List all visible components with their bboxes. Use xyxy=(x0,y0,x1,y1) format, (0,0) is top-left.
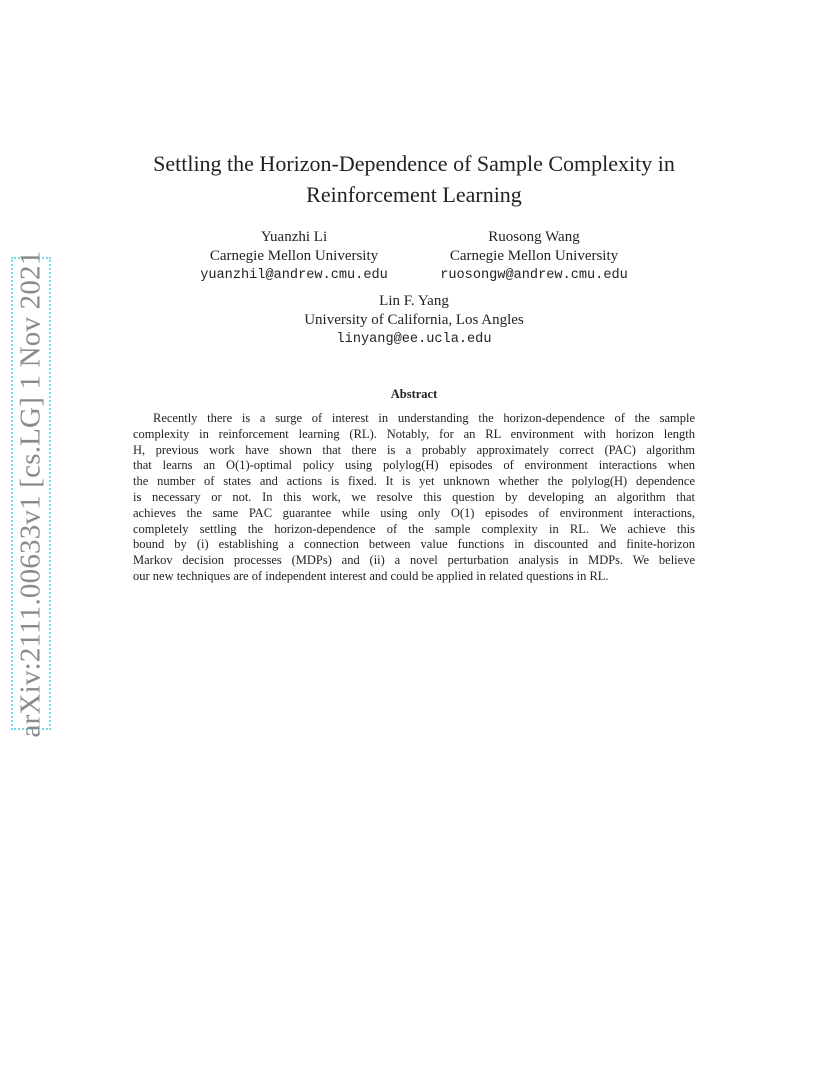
author-block xyxy=(418,228,650,285)
abstract-line: Markov decision processes (MDPs) and (ii) a novel perturbation analysis in MDPs. We believe xyxy=(133,553,695,568)
abstract-line: the number of states and actions is fixed. It is yet unknown whether the polylog(H) dependence xyxy=(133,474,695,489)
author-name: Lin F. Yang xyxy=(379,293,449,309)
abstract-line: H, previous work have shown that there is a probably approximately correct (PAC) algorithm xyxy=(133,442,695,457)
abstract-line: completely settling the horizon-dependence of the sample complexity in RL. We achieve this xyxy=(133,521,695,536)
abstract-line: that learns an O(1)-optimal policy using polylog(H) episodes of environment interactions when xyxy=(133,458,695,473)
author-email: yuanzhil@andrew.cmu.edu xyxy=(200,268,388,283)
abstract-heading: Abstract xyxy=(390,387,438,401)
arxiv-side-stamp xyxy=(11,250,51,737)
author-affiliation: University of California, Los Angles xyxy=(304,312,524,328)
abstract-line: complexity in reinforcement learning (RL). Notably, for an RL environment with horizon length xyxy=(133,426,695,441)
author-email: ruosongw@andrew.cmu.edu xyxy=(440,268,628,283)
abstract-body xyxy=(133,411,695,585)
abstract-line: achieves the same PAC guarantee while using only O(1) episodes of environment interactions, xyxy=(133,505,695,520)
author-block xyxy=(264,292,564,349)
paper-title xyxy=(100,148,728,210)
author-block xyxy=(178,228,410,285)
author-email: linyang@ee.ucla.edu xyxy=(336,332,492,347)
abstract-line: our new techniques are of independent interest and could be applied in related questions in RL. xyxy=(133,568,609,583)
author-affiliation: Carnegie Mellon University xyxy=(449,248,619,264)
abstract-line: bound by (i) establishing a connection between value functions in discounted and finite-horizon xyxy=(133,537,695,552)
title-line: Reinforcement Learning xyxy=(306,182,522,207)
abstract-line: is necessary or not. In this work, we resolve this question by developing an algorithm that xyxy=(133,489,695,504)
abstract-line: Recently there is a surge of interest in understanding the horizon-dependence of the sample xyxy=(153,411,695,425)
author-name: Ruosong Wang xyxy=(488,229,580,245)
author-name: Yuanzhi Li xyxy=(260,229,328,245)
author-affiliation: Carnegie Mellon University xyxy=(209,248,379,264)
arxiv-identifier: arXiv:2111.00633v1 [cs.LG] 1 Nov 2021 xyxy=(14,250,47,737)
title-line: Settling the Horizon-Dependence of Sample Complexity in xyxy=(153,151,675,176)
